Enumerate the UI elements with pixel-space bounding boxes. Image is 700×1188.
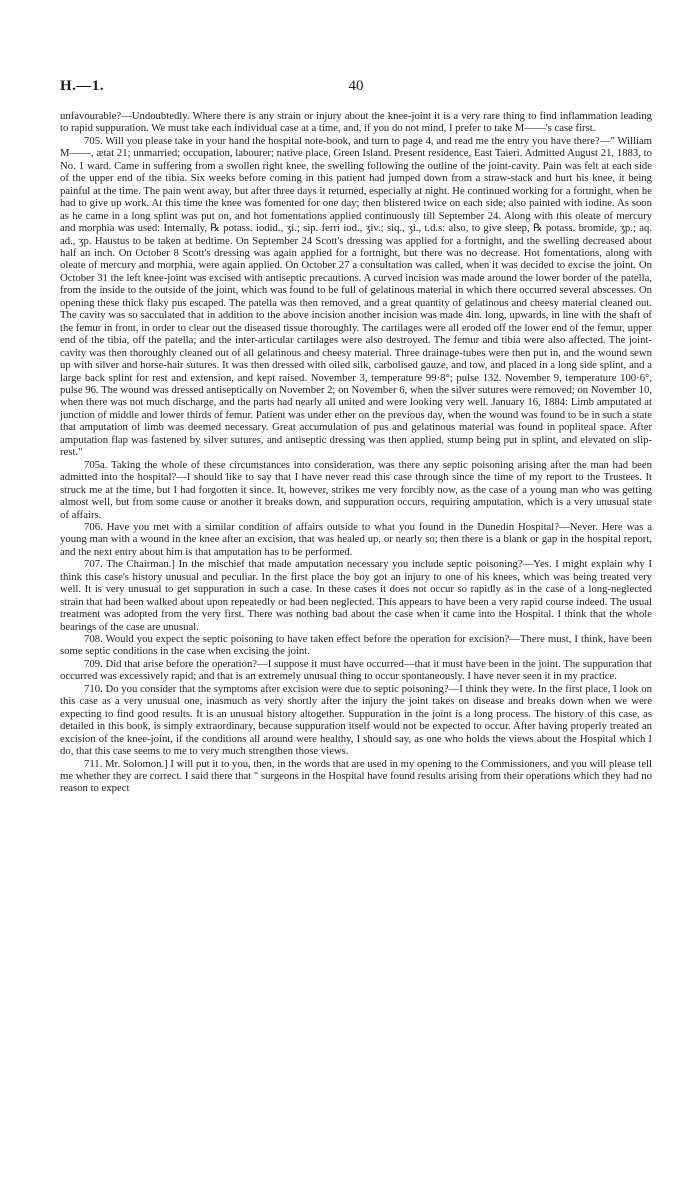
paragraph-706: 706. Have you met with a similar condition of affairs outside to what you found in the Dunedin Hospital?—Never. Here was a young man with a wound in the knee after an excision, that was healed up, or nearly so; then there is a blank or gap in the hospital report, and the next entry about him is that amputation has to be performed. (60, 520, 652, 558)
paragraph-709: 709. Did that arise before the operation?—I suppose it must have occurred—that it must have been in the joint. The suppuration that occurred was excessively rapid; and that is an extremely unusual thing to occur spontaneously. I have never seen it in my practice. (60, 657, 652, 683)
paragraph-711: 711. Mr. Solomon.] I will put it to you, then, in the words that are used in my opening to the Commissioners, and you will please tell me whether they are correct. I said there that " surgeons in the Hospital have found results arising from their operations which they had no reason to expect (60, 757, 652, 795)
paragraph-continuation: unfavourable?—Undoubtedly. Where there is any strain or injury about the knee-joint it is a very rare thing to find inflammation leading to rapid suppuration. We must take each individual case at a time, and, if you do not mind, I prefer to take M——'s case first. (60, 110, 652, 135)
paragraph-705: 705. Will you please take in your hand the hospital note-book, and turn to page 4, and read me the entry you have there?—" William M——, ætat 21; unmarried; occupation, labourer; native place, Green Island. Present residence, East Taieri. Admitted August 21, 1883, to No. 1 ward. Came in suffering from a swollen right knee, the swelling following the outline of the joint-cavity. Pain was felt at each side of the upper end of the tibia. Six weeks before coming in this patient had jumped down from a straw-stack and hurt his knee, it being painful at the time. The pain went away, but after three days it returned, especially at night. He continued working for a fortnight, when he had to give up work. At this time the knee was fomented for one day; then blistered twice on each side; also painted with iodine. As soon as he came in a long splint was put on, and hot fomentations applied continuously till September 24. Along with this oleate of mercury and morphia was used: Internally, ℞ potass. iodid., ʒi.; sip. ferri iod., ʒiv.; siq., ʒi., t.d.s: also, to give sleep, ℞ potass. bromide, ʒp.; aq. ad., ʒp. Haustus to be taken at bedtime. On September 24 Scott's dressing was applied for a fortnight, and the swelling decreased about half an inch. On October 8 Scott's dressing was again applied for a fortnight, but there was no decrease. Hot fomentations, along with oleate of mercury and morphia, were again applied. On October 27 a consultation was called, when it was decided to excise the joint. On October 31 the left knee-joint was excised with antiseptic precautions. A curved incision was made around the lower border of the patella, from the inside to the outside of the joint, which was found to be full of gelatinous material in which there occurred several abscesses. On opening these thick flaky pus escaped. The patella was then removed, and a great quantity of gelatinous and cheesy material cleaned out. The cavity was so sacculated that in addition to the above incision another incision was made 4in. long, upwards, in line with the shaft of the femur in front, in order to clear out the diseased tissue thoroughly. The cartilages were all eroded off the lower end of the femur, upper end of the tibia, off the patella; and the inter-articular cartilages were also destroyed. The femur and tibia were also affected. The joint-cavity was then thoroughly cleaned out of all gelatinous and cheesy material. Three drainage-tubes were then put in, and the wound sewn up with silver and horse-hair sutures. It was then dressed with oiled silk, carbolised gauze, and tow, and placed in a long side splint, and a large back splint for rest and extension, and kept raised. November 3, temperature 99·8°; pulse 132. November 9, temperature 100·6°, pulse 96. The wound was dressed antiseptically on November 2; on November 6, when the silver sutures were removed; on November 10, when there was not much discharge, and the parts had nearly all united and were looking very well. January 16, 1884: Limb amputated at junction of middle and lower thirds of femur. Patient was under ether on the previous day, when the wound was found to be in such a state that amputation of limb was deemed necessary. Great accumulation of pus and gelatinous material was found in popliteal space. After amputation flap was fastened by silver sutures, and antiseptic dressing was then applied, stump being put in splint, and elevated on slip-rest." (60, 134, 652, 459)
paragraph-707: 707. The Chairman.] In the mischief that made amputation necessary you include septic poisoning?—Yes. I might explain why I think this case's history unusual and peculiar. In the first place the boy got an injury to one of his knees, which was being treated very well. It is very unusual to get suppuration in such a case. In these cases it does not occur so rapidly as in the case of a long-neglected strain that had been walked about upon repeatedly or had been neglected. This appears to have been a very rapid course indeed. The usual treatment was adopted from the very first. There was nothing bad about the case when it came into the Hospital. I think that the whole bearings of the case are unusual. (60, 558, 652, 633)
report-reference: H.—1. (60, 78, 105, 94)
page-number: 40 (348, 78, 364, 94)
page-header (60, 78, 652, 98)
paragraph-708: 708. Would you expect the septic poisoning to have taken effect before the operation for excision?—There must, I think, have been some septic conditions in the case when excising the joint. (60, 633, 652, 658)
document-body (60, 110, 652, 795)
paragraph-710: 710. Do you consider that the symptoms after excision were due to septic poisoning?—I think they were. In the first place, I look on this case as a very unusual one, inasmuch as very shortly after the injury the joint takes on disease and breaks down when we were expecting to find good results. It is an unusual history altogether. Suppuration in the joint is a long process. The history of this case, as detailed in this book, is simply extraordinary, because suppuration itself would not be expected to occur. After having properly treated an excision of the knee-joint, if the conditions all around were healthy, I should say, as one who holds the views about the Hospital which I do, that this case seems to me to very much strengthen those views. (60, 682, 652, 758)
paragraph-705a: 705a. Taking the whole of these circumstances into consideration, was there any septic poisoning arising after the man had been admitted into the hospital?—I should like to say that I have never read this case through since the time of my report to the Trustees. It struck me at the time, but I had forgotten it since. It, however, strikes me very forcibly now, as the case of a young man who was getting almost well, but from some cause or another it breaks down, and suppuration occurs, requiring amputation, which is a very unusual state of affairs. (60, 458, 652, 521)
